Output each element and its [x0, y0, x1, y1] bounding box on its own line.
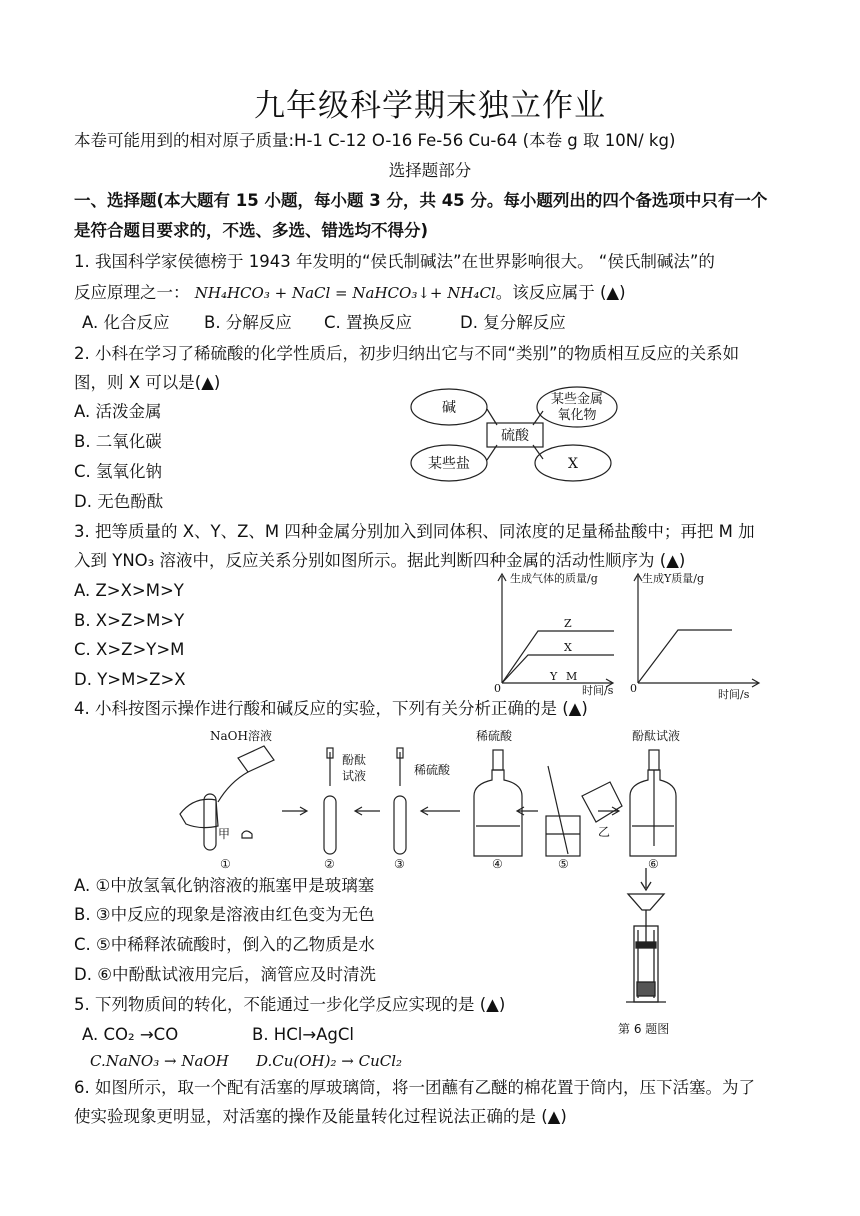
- q2-stem-line-1: 2. 小科在学习了稀硫酸的化学性质后，初步归纳出它与不同“类别”的物质相互反应的关系如: [74, 344, 740, 363]
- g2-origin: 0: [630, 682, 637, 695]
- q5-stem: 5. 下列物质间的转化，不能通过一步化学反应实现的是 (▲): [74, 995, 506, 1014]
- step-2: ②: [324, 857, 335, 871]
- q4-option-c[interactable]: C. ⑤中稀释浓硫酸时，倒入的乙物质是水: [74, 935, 375, 954]
- q3-option-c[interactable]: C. X>Z>Y>M: [74, 640, 185, 659]
- q1-option-b[interactable]: B. 分解反应: [204, 313, 292, 332]
- step-1: ①: [220, 857, 231, 871]
- q6-cylinder-figure: [610, 866, 700, 1011]
- label-phenol: 酚酞: [342, 753, 367, 767]
- label-phenol-reagent: 酚酞试液: [632, 729, 681, 743]
- q5-options-row-2: [90, 1050, 402, 1072]
- q5-option-b[interactable]: B. HCl→AgCl: [252, 1025, 355, 1044]
- q1-equation: NH₄HCO₃ + NaCl = NaHCO₃↓+ NH₄Cl: [194, 284, 496, 302]
- q1-stem-line-2: [74, 282, 626, 304]
- q2-relation-diagram: [405, 385, 625, 485]
- label-metal-oxide-2: 氧化物: [557, 408, 597, 423]
- page-title: 九年级科学期末独立作业: [254, 88, 606, 124]
- q6-stem-line-2: 使实验现象更明显，对活塞的操作及能量转化过程说法正确的是 (▲): [74, 1107, 567, 1126]
- q6-stem-line-1: 6. 如图所示，取一个配有活塞的厚玻璃筒，将一团蘸有乙醚的棉花置于筒内，压下活塞。为了: [74, 1078, 755, 1097]
- g1-label-x: X: [564, 641, 572, 654]
- q2-option-a[interactable]: A. 活泼金属: [74, 402, 162, 421]
- q4-option-b[interactable]: B. ③中反应的现象是溶液由红色变为无色: [74, 905, 375, 924]
- q4-option-a[interactable]: A. ①中放氢氧化钠溶液的瓶塞甲是玻璃塞: [74, 876, 375, 895]
- q1-options: [82, 312, 566, 334]
- q5-option-c[interactable]: C.NaNO₃ → NaOH: [90, 1052, 229, 1070]
- curve-z: [502, 631, 614, 683]
- q3-option-a[interactable]: A. Z>X>M>Y: [74, 581, 184, 600]
- label-x: X: [568, 456, 578, 472]
- instructions-line-1: 一、选择题(本大题有 15 小题，每小题 3 分，共 45 分。每小题列出的四个备选项中只有一个: [74, 191, 768, 210]
- g1-label-z: Z: [564, 617, 572, 630]
- q4-experiment-figure: [170, 726, 690, 871]
- q3-graph-y: [628, 568, 763, 703]
- g1-xlabel: 时间/s: [582, 684, 614, 697]
- g1-label-m: M: [566, 670, 578, 683]
- q3-option-b[interactable]: B. X>Z>M>Y: [74, 611, 185, 630]
- q1-suffix: 。该反应属于 (▲): [495, 283, 626, 302]
- g1-ylabel: 生成气体的质量/g: [510, 572, 598, 585]
- atomic-masses-note: 本卷可能用到的相对原子质量:H-1 C-12 O-16 Fe-56 Cu-64 (本卷 g 取 10N/ kg): [74, 131, 676, 150]
- label-jia: 甲: [218, 827, 231, 841]
- section-heading: 选择题部分: [388, 161, 472, 180]
- label-yi: 乙: [598, 825, 611, 839]
- step-4: ④: [492, 857, 503, 871]
- instructions-line-2: 是符合题目要求的，不选、多选、错选均不得分): [74, 221, 429, 240]
- step-5: ⑤: [558, 857, 569, 871]
- q1-option-d[interactable]: D. 复分解反应: [460, 313, 566, 332]
- label-dilute-h2so4-3: 稀硫酸: [414, 763, 451, 777]
- q1-prefix: 反应原理之一：: [74, 283, 190, 302]
- q2-option-d[interactable]: D. 无色酚酞: [74, 492, 164, 511]
- q2-option-c[interactable]: C. 氢氧化钠: [74, 462, 163, 481]
- label-metal-oxide-1: 某些金属: [550, 392, 604, 407]
- q3-stem-line-2: 入到 YNO₃ 溶液中，反应关系分别如图所示。据此判断四种金属的活动性顺序为 (▲): [74, 551, 686, 570]
- q5-option-a[interactable]: A. CO₂ →CO: [82, 1025, 179, 1044]
- q5-options-row-1: [82, 1024, 354, 1046]
- q3-option-d[interactable]: D. Y>M>Z>X: [74, 670, 186, 689]
- curve-y-mass: [638, 630, 732, 683]
- label-base: 碱: [442, 400, 456, 416]
- q6-figure-caption: 第 6 题图: [618, 1022, 670, 1036]
- q3-stem-line-1: 3. 把等质量的 X、Y、Z、M 四种金属分别加入到同体积、同浓度的足量稀盐酸中；再把 M 加: [74, 522, 755, 541]
- q1-stem-line-1: 1. 我国科学家侯德榜于 1943 年发明的“侯氏制碱法”在世界影响很大。 “侯氏制碱法”的: [74, 252, 715, 271]
- g1-origin: 0: [494, 682, 501, 695]
- q5-option-d[interactable]: D.Cu(OH)₂ → CuCl₂: [256, 1052, 403, 1070]
- step-6: ⑥: [648, 857, 659, 871]
- q4-option-d[interactable]: D. ⑥中酚酞试液用完后，滴管应及时清洗: [74, 965, 376, 984]
- label-dilute-h2so4-4: 稀硫酸: [476, 729, 513, 743]
- q2-option-b[interactable]: B. 二氧化碳: [74, 432, 162, 451]
- label-naoh: NaOH溶液: [210, 729, 272, 743]
- g1-label-y: Y: [550, 670, 558, 683]
- label-sulfuric-acid: 硫酸: [501, 428, 529, 444]
- label-reagent: 试液: [342, 769, 367, 783]
- label-salt: 某些盐: [428, 456, 470, 472]
- q1-option-a[interactable]: A. 化合反应: [82, 313, 170, 332]
- q3-graph-gas: [490, 568, 620, 698]
- q1-option-c[interactable]: C. 置换反应: [324, 313, 413, 332]
- g2-ylabel: 生成Y质量/g: [642, 572, 705, 585]
- step-3: ③: [394, 857, 405, 871]
- g2-xlabel: 时间/s: [718, 688, 750, 701]
- q2-stem-line-2: 图，则 X 可以是(▲): [74, 373, 221, 392]
- q4-stem: 4. 小科按图示操作进行酸和碱反应的实验，下列有关分析正确的是 (▲): [74, 699, 588, 718]
